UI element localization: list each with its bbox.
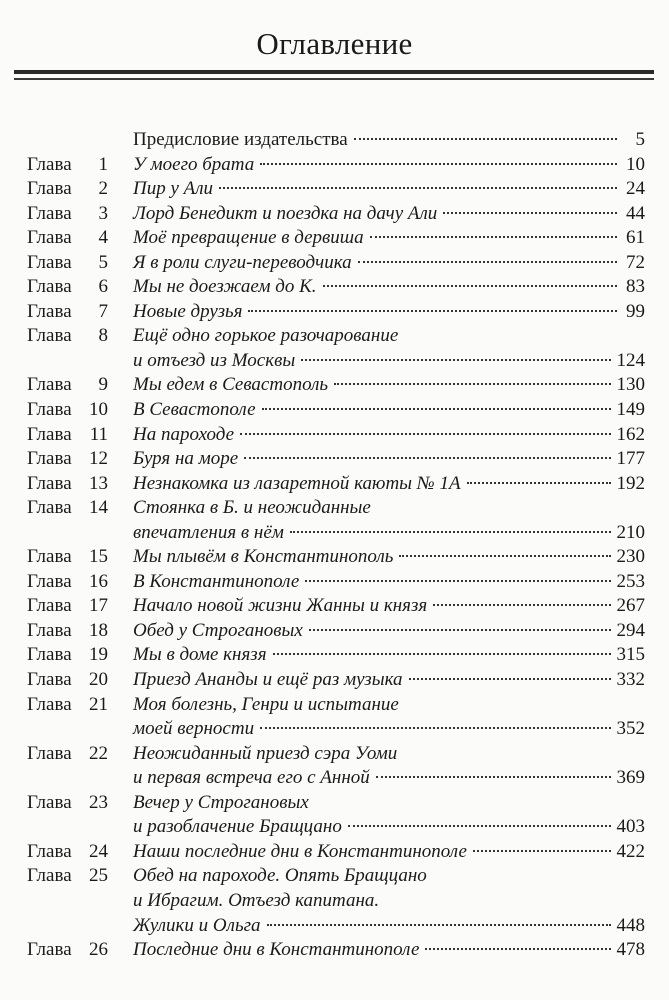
dot-leader	[267, 924, 611, 926]
chapter-number: 5	[98, 251, 108, 273]
chapter-title: Неожиданный приезд сэра Уоми	[133, 742, 398, 764]
chapter-title: Моя болезнь, Генри и испытание	[133, 693, 399, 715]
chapter-page: 124	[616, 349, 645, 371]
chapter-label: Глава	[27, 742, 72, 764]
chapter-title: Ещё одно горькое разочарование	[133, 325, 399, 347]
chapter-label: Глава	[27, 840, 72, 862]
toc-chapter-row[interactable]	[0, 177, 669, 202]
chapter-label: Глава	[27, 251, 72, 273]
chapter-page: 99	[626, 300, 645, 322]
toc-chapter-row-continuation[interactable]	[0, 914, 669, 939]
chapter-label: Глава	[27, 178, 72, 200]
chapter-number: 18	[89, 619, 108, 641]
toc-chapter-row[interactable]	[0, 226, 669, 251]
chapter-title: и Ибрагим. Отъезд капитана.	[133, 889, 380, 911]
chapter-title: Незнакомка из лазаретной каюты № 1А	[133, 472, 461, 494]
toc-chapter-row[interactable]	[0, 864, 669, 889]
toc-chapter-row[interactable]	[0, 324, 669, 349]
chapter-label: Глава	[27, 791, 72, 813]
chapter-title: Последние дни в Константинополе	[133, 939, 420, 961]
chapter-number: 4	[98, 227, 108, 249]
dot-leader	[273, 653, 611, 655]
chapter-number: 19	[89, 644, 108, 666]
chapter-number: 15	[89, 546, 108, 568]
chapter-number: 1	[98, 153, 108, 175]
dot-leader	[262, 408, 611, 410]
chapter-title: моей верности	[133, 718, 255, 740]
toc-chapter-row[interactable]	[0, 668, 669, 693]
page-title: Оглавление	[256, 26, 413, 61]
dot-leader	[409, 678, 611, 680]
toc-chapter-row[interactable]	[0, 791, 669, 816]
chapter-title: и разоблачение Бращцано	[133, 816, 342, 838]
chapter-page: 315	[616, 644, 645, 666]
dot-leader	[358, 261, 617, 263]
chapter-number: 17	[89, 595, 108, 617]
dot-leader	[334, 383, 610, 385]
toc-chapter-row[interactable]	[0, 545, 669, 570]
chapter-label: Глава	[27, 497, 72, 519]
chapter-title: Обед у Строгановых	[133, 619, 303, 641]
chapter-page: 267	[616, 595, 645, 617]
toc-chapter-row[interactable]	[0, 643, 669, 668]
chapter-page: 44	[626, 202, 645, 224]
chapter-number: 16	[89, 570, 108, 592]
chapter-page: 177	[616, 448, 645, 470]
toc-chapter-row[interactable]	[0, 275, 669, 300]
chapter-number: 6	[98, 276, 108, 298]
chapter-page: 352	[616, 718, 645, 740]
chapter-label: Глава	[27, 399, 72, 421]
chapter-title: впечатления в нём	[133, 521, 284, 543]
dot-leader	[473, 850, 611, 852]
chapter-number: 12	[89, 448, 108, 470]
chapter-title: Мы не доезжаем до К.	[133, 276, 317, 298]
dot-leader	[370, 236, 617, 238]
chapter-page: 403	[616, 816, 645, 838]
toc-chapter-row[interactable]	[0, 938, 669, 963]
chapter-label: Глава	[27, 448, 72, 470]
chapter-label: Глава	[27, 276, 72, 298]
chapter-title: Мы едем в Севастополь	[133, 374, 329, 396]
chapter-label: Глава	[27, 423, 72, 445]
chapter-page: 149	[616, 399, 645, 421]
toc-chapter-row[interactable]	[0, 693, 669, 718]
toc-chapter-row-continuation[interactable]	[0, 889, 669, 914]
chapter-label: Глава	[27, 865, 72, 887]
table-of-contents	[0, 128, 669, 963]
chapter-title: Мы в доме князя	[133, 644, 267, 666]
dot-leader	[305, 580, 610, 582]
dot-leader	[301, 359, 610, 361]
chapter-page: 294	[616, 619, 645, 641]
toc-chapter-row-continuation[interactable]	[0, 766, 669, 791]
chapter-label: Глава	[27, 595, 72, 617]
chapter-page: 83	[626, 276, 645, 298]
dot-leader	[244, 457, 610, 459]
chapter-number: 20	[89, 669, 108, 691]
chapter-title: и отъезд из Москвы	[133, 349, 296, 371]
preface-title: Предисловие издательства	[133, 129, 348, 150]
chapter-title: Буря на море	[133, 448, 239, 470]
dot-leader	[323, 285, 618, 287]
dot-leader	[443, 212, 617, 214]
chapter-page: 210	[616, 521, 645, 543]
chapter-page: 162	[616, 423, 645, 445]
chapter-title: В Константинополе	[133, 570, 300, 592]
preface-page: 5	[635, 129, 645, 150]
toc-chapter-row[interactable]	[0, 472, 669, 497]
dot-leader	[248, 310, 617, 312]
toc-chapter-row[interactable]	[0, 300, 669, 325]
chapter-number: 7	[98, 300, 108, 322]
toc-chapter-row[interactable]	[0, 202, 669, 227]
dot-leader	[433, 604, 610, 606]
chapter-title: Вечер у Строгановых	[133, 791, 309, 813]
chapter-label: Глава	[27, 939, 72, 961]
chapter-title: Наши последние дни в Константинополе	[133, 840, 467, 862]
chapter-number: 14	[89, 497, 108, 519]
chapter-label: Глава	[27, 300, 72, 322]
dot-leader	[425, 948, 610, 950]
toc-chapter-row[interactable]	[0, 570, 669, 595]
dot-leader	[467, 482, 611, 484]
dot-leader	[376, 776, 611, 778]
toc-chapter-row[interactable]	[0, 447, 669, 472]
dot-leader	[290, 531, 611, 533]
chapter-title: Мы плывём в Константинополь	[133, 546, 394, 568]
dot-leader	[354, 138, 617, 140]
chapter-page: 61	[626, 227, 645, 249]
chapter-number: 24	[89, 840, 108, 862]
chapter-title: Стоянка в Б. и неожиданные	[133, 497, 371, 519]
chapter-label: Глава	[27, 644, 72, 666]
chapter-page: 422	[616, 840, 645, 862]
chapter-label: Глава	[27, 202, 72, 224]
chapter-label: Глава	[27, 472, 72, 494]
chapter-title: Новые друзья	[133, 300, 243, 322]
chapter-page: 130	[616, 374, 645, 396]
chapter-number: 8	[98, 325, 108, 347]
chapter-page: 192	[616, 472, 645, 494]
toc-chapter-row-continuation[interactable]	[0, 717, 669, 742]
toc-chapter-row[interactable]	[0, 153, 669, 178]
toc-chapter-row[interactable]	[0, 423, 669, 448]
chapter-label: Глава	[27, 227, 72, 249]
chapter-title: Пир у Али	[133, 178, 214, 200]
chapter-page: 332	[616, 669, 645, 691]
toc-preface-row[interactable]	[0, 128, 669, 153]
chapter-label: Глава	[27, 374, 72, 396]
chapter-label: Глава	[27, 546, 72, 568]
chapter-label: Глава	[27, 693, 72, 715]
chapter-title: У моего брата	[133, 153, 255, 175]
dot-leader	[348, 825, 611, 827]
toc-chapter-row-continuation[interactable]	[0, 521, 669, 546]
dot-leader	[260, 727, 610, 729]
toc-chapter-row[interactable]	[0, 398, 669, 423]
chapter-label: Глава	[27, 325, 72, 347]
chapter-number: 3	[98, 202, 108, 224]
chapter-number: 22	[89, 742, 108, 764]
dot-leader	[260, 163, 617, 165]
chapter-title: Жулики и Ольга	[133, 914, 261, 936]
chapter-title: Лорд Бенедикт и поездка на дачу Али	[133, 202, 438, 224]
chapter-title: и первая встреча его с Анной	[133, 767, 370, 789]
chapter-number: 26	[89, 939, 108, 961]
chapter-page: 230	[616, 546, 645, 568]
toc-chapter-row-continuation[interactable]	[0, 349, 669, 374]
chapter-title: Начало новой жизни Жанны и князя	[133, 595, 428, 617]
chapter-number: 21	[89, 693, 108, 715]
dot-leader	[240, 433, 610, 435]
chapter-title: Приезд Ананды и ещё раз музыка	[133, 669, 403, 691]
chapter-title: Обед на пароходе. Опять Бращцано	[133, 865, 427, 887]
chapter-page: 24	[626, 178, 645, 200]
chapter-number: 11	[89, 423, 108, 445]
chapter-page: 369	[616, 767, 645, 789]
toc-chapter-row[interactable]	[0, 373, 669, 398]
chapter-label: Глава	[27, 153, 72, 175]
chapter-number: 9	[98, 374, 108, 396]
chapter-number: 2	[98, 178, 108, 200]
dot-leader	[219, 187, 617, 189]
chapter-label: Глава	[27, 619, 72, 641]
chapter-number: 10	[89, 399, 108, 421]
chapter-number: 13	[89, 472, 108, 494]
chapter-title: Я в роли слуги-переводчика	[133, 251, 352, 273]
chapter-label: Глава	[27, 669, 72, 691]
toc-chapter-row[interactable]	[0, 619, 669, 644]
dot-leader	[399, 555, 610, 557]
toc-chapter-row[interactable]	[0, 251, 669, 276]
chapter-title: На пароходе	[133, 423, 235, 445]
toc-chapter-row[interactable]	[0, 594, 669, 619]
chapter-title: В Севастополе	[133, 399, 256, 421]
chapter-label: Глава	[27, 570, 72, 592]
toc-chapter-row[interactable]	[0, 496, 669, 521]
toc-chapter-row-continuation[interactable]	[0, 815, 669, 840]
chapter-page: 478	[616, 939, 645, 961]
chapter-page: 448	[616, 914, 645, 936]
dot-leader	[309, 629, 611, 631]
chapter-page: 72	[626, 251, 645, 273]
toc-chapter-row[interactable]	[0, 742, 669, 767]
chapter-title: Моё превращение в дервиша	[133, 227, 364, 249]
toc-chapter-row[interactable]	[0, 840, 669, 865]
chapter-number: 25	[89, 865, 108, 887]
title-rule-thin	[14, 78, 654, 80]
title-rule-thick	[14, 70, 654, 74]
chapter-page: 253	[616, 570, 645, 592]
chapter-number: 23	[89, 791, 108, 813]
chapter-page: 10	[626, 153, 645, 175]
